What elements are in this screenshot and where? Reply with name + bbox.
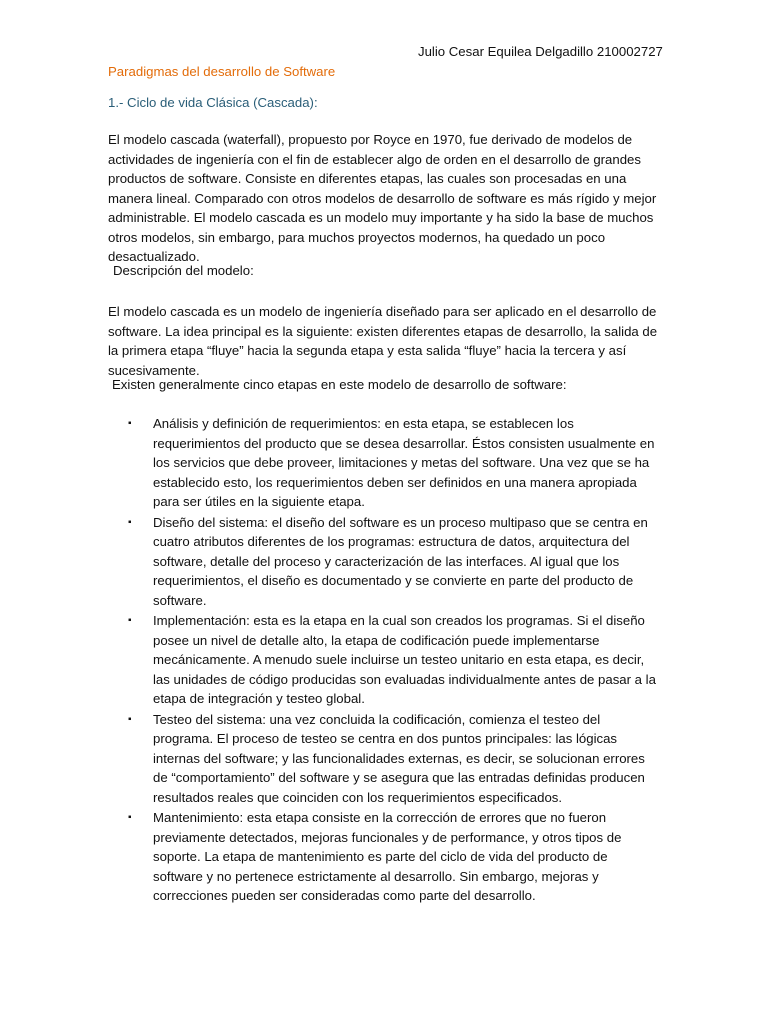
list-item xyxy=(0,611,661,709)
stages-intro: Existen generalmente cinco etapas en este modelo de desarrollo de software: xyxy=(112,377,567,392)
author-line: Julio Cesar Equilea Delgadillo 210002727 xyxy=(418,44,663,59)
bullet-icon: ▪ xyxy=(128,418,132,429)
bullet-icon: ▪ xyxy=(128,713,132,725)
stage-name: Testeo del sistema: xyxy=(153,711,266,727)
stage-text: esta es la etapa en la cual son creados los programas. Si el diseño posee un nivel de detalle alto, la etapa de codificación puede implementarse mecánicamente. A menudo suele incluirse un testeo unitario en esta etapa, es decir, las unidades de código producidas son evaluadas individualmente antes de pasar a la etapa de integración y testeo global. xyxy=(153,613,656,706)
stage-text: el diseño del software es un proceso multipaso que se centra en cuatro atributos diferentes de los programas: estructura de datos, arquitectura del software, detalle del proceso y caracterización de las interfaces. Al igual que los requerimientos, el diseño es documentado y se convierte en parte del producto de software. xyxy=(153,514,648,608)
stage-list xyxy=(0,414,768,907)
stage-name: Análisis y definición de requerimientos: xyxy=(153,416,381,431)
section-heading: 1.- Ciclo de vida Clásica (Cascada): xyxy=(108,95,318,110)
bullet-icon: ▪ xyxy=(128,516,132,528)
stage-name: Implementación: xyxy=(153,613,250,628)
list-item xyxy=(0,710,661,808)
stage-name: Mantenimiento: xyxy=(153,810,244,825)
list-item xyxy=(0,414,661,512)
model-description-heading: Descripción del modelo: xyxy=(113,263,254,278)
intro-paragraph: El modelo cascada (waterfall), propuesto por Royce en 1970, fue derivado de modelos de actividades de ingeniería con el fin de establecer algo de orden en el desarrollo de grandes productos de software. Consiste en diferentes etapas, las cuales son procesadas en una manera lineal. Comparado con otros modelos de desarrollo de software es más rígido y mejor administrable. El modelo cascada es un modelo muy importante y ha sido la base de muchos otros modelos, sin embargo, para muchos proyectos modernos, ha quedado un poco desactualizado. xyxy=(108,132,657,264)
bullet-icon: ▪ xyxy=(128,812,132,823)
stage-text: en esta etapa, se establecen los requerimientos del producto que se desea desarrollar. Éstos consisten usualmente en los servicios que debe proveer, limitaciones y metas del software. Una vez que se ha establecido esto, los requerimientos deben ser definidos en una manera apropiada para ser útiles en la siguiente etapa. xyxy=(153,416,655,509)
bullet-icon: ▪ xyxy=(128,615,132,626)
list-item xyxy=(0,513,661,611)
model-description-paragraph: El modelo cascada es un modelo de ingeniería diseñado para ser aplicado en el desarrollo de software. La idea principal es la siguiente: existen diferentes etapas de desarrollo, la salida de la primera etapa “fluye” hacia la segunda etapa y esta salida “fluye” hacia la tercera y así sucesivamente. xyxy=(108,304,658,378)
stage-text: esta etapa consiste en la corrección de errores que no fueron previamente detectados, mejoras funcionales y de performance, y otros tipos de soporte. La etapa de mantenimiento es parte del ciclo de vida del producto de software y no pertenece estrictamente al desarrollo. Sin embargo, mejoras y correcciones pueden ser consideradas como parte del desarrollo. xyxy=(153,810,622,903)
list-item xyxy=(0,808,661,906)
stage-name: Diseño del sistema: xyxy=(153,514,269,530)
document-title: Paradigmas del desarrollo de Software xyxy=(108,64,336,79)
stage-text: una vez concluida la codificación, comienza el testeo del programa. El proceso de testeo se centra en dos puntos principales: las lógicas internas del software; y las funcionalidades externas, es decir, se solucionan errores de “comportamiento” del software y se asegura que las entradas definidas producen resultados reales que coinciden con los requerimientos especificados. xyxy=(153,711,645,805)
